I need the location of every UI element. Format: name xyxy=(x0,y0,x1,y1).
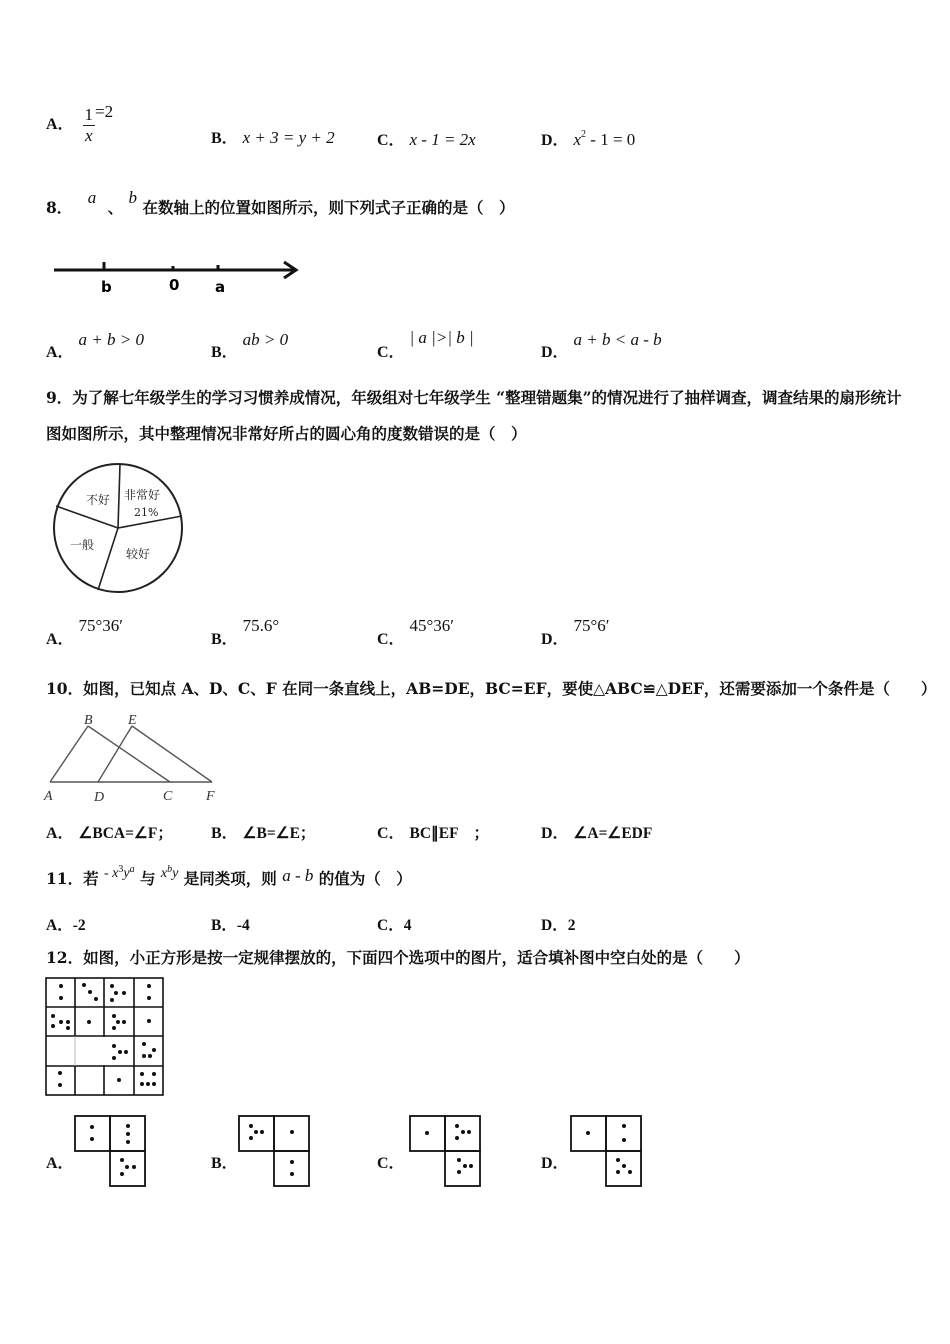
option-label: A． xyxy=(46,116,74,133)
option-label: D． xyxy=(541,344,569,361)
term-one-y: y xyxy=(123,866,130,881)
q12-option-a[interactable] xyxy=(46,1150,74,1173)
q11-option-d[interactable]: D．2 xyxy=(541,917,576,934)
q12-option-a-figure[interactable] xyxy=(74,1114,148,1188)
option-base: x xyxy=(573,130,582,149)
label-b: b xyxy=(101,278,112,296)
q12-option-b-figure[interactable] xyxy=(238,1114,312,1188)
option-expression: a + b < a - b xyxy=(573,330,662,349)
expression: a - b xyxy=(282,866,314,885)
option-expression: 75°36′ xyxy=(78,616,124,635)
option-expression: | a |>| b | xyxy=(409,328,474,347)
blank-cell xyxy=(76,1067,103,1094)
q9-option-b[interactable] xyxy=(211,616,279,649)
sector-label: 较好 xyxy=(126,547,151,561)
q12-option-c-figure[interactable] xyxy=(409,1114,483,1188)
option-label: B． xyxy=(211,825,238,842)
question-10: 10．如图，已知点 A、D、C、F 在同一条直线上，AB=DE，BC=EF，要使△ABC≌△DEF，还需要添加一个条件是（ ） xyxy=(46,679,937,698)
option-label: B． xyxy=(211,130,238,147)
q10-option-d[interactable] xyxy=(541,820,652,843)
question-11 xyxy=(46,864,412,889)
variable-a: a xyxy=(87,188,97,207)
label-zero: 0 xyxy=(169,276,180,294)
segment-DE xyxy=(98,726,132,782)
option-label: D． xyxy=(541,1155,569,1172)
question-prefix: 11．若 xyxy=(46,869,99,888)
q7-option-a[interactable] xyxy=(46,102,113,146)
option-label: A． xyxy=(46,1155,74,1172)
pie-divider xyxy=(118,464,120,528)
question-middle: 是同类项，则 xyxy=(183,869,277,888)
q7-option-d[interactable] xyxy=(541,127,635,150)
connector: 与 xyxy=(140,869,156,888)
point-D: D xyxy=(94,790,105,805)
point-C: C xyxy=(163,789,173,804)
option-label: B． xyxy=(211,631,238,648)
question-8 xyxy=(46,188,514,218)
option-label: B． xyxy=(211,1155,238,1172)
question-9: 9．为了解七年级学生的学习习惯养成情况，年级组对七年级学生 “整理错题集”的情况进行了抽样调查，调查结果的扇形统计图如图所示，其中整理情况非常好所占的圆心角的度数错误的是（ ） xyxy=(46,388,902,443)
pie-divider xyxy=(98,528,118,590)
q12-option-b[interactable] xyxy=(211,1150,238,1173)
segment-BC xyxy=(88,726,170,782)
sector-percent: 21% xyxy=(134,506,159,519)
exponent: b xyxy=(167,864,173,875)
option-label: A． xyxy=(46,344,74,361)
q7-option-c[interactable] xyxy=(377,127,476,150)
option-expression: a + b > 0 xyxy=(78,330,144,349)
option-expression: x - 1 = 2x xyxy=(409,130,476,149)
q11-option-a[interactable]: A．-2 xyxy=(46,917,86,934)
q8-option-a[interactable] xyxy=(46,330,144,362)
q7-option-b[interactable] xyxy=(211,125,335,148)
label-a: a xyxy=(215,278,226,296)
option-label: A． xyxy=(46,631,74,648)
fraction-denominator: x xyxy=(84,125,93,145)
pie-chart-figure xyxy=(52,462,188,596)
question-12: 12．如图，小正方形是按一定规律摆放的，下面四个选项中的图片，适合填补图中空白处的是（ ） xyxy=(46,948,750,967)
option-expression: 75°6′ xyxy=(573,616,610,635)
triangles-figure xyxy=(42,708,224,806)
q12-option-d-figure[interactable] xyxy=(570,1114,644,1188)
term-two: x xyxy=(160,866,168,881)
dot-grid-figure xyxy=(44,976,166,1098)
option-label: B． xyxy=(211,344,238,361)
option-expression: 45°36′ xyxy=(409,616,455,635)
exponent: a xyxy=(129,864,135,875)
sector-label: 非常好 xyxy=(124,488,161,502)
option-text: ∠BCA=∠F； xyxy=(78,825,173,842)
q9-option-d[interactable] xyxy=(541,616,610,649)
option-label: D． xyxy=(541,825,569,842)
option-expression: ab > 0 xyxy=(242,330,289,349)
q11-option-c[interactable]: C．4 xyxy=(377,917,412,934)
sector-label: 不好 xyxy=(86,493,111,507)
q12-option-c[interactable] xyxy=(377,1150,405,1173)
point-B: B xyxy=(84,713,93,728)
point-F: F xyxy=(206,789,215,804)
term-one: - x xyxy=(103,866,119,881)
question-suffix: 的值为（ ） xyxy=(318,869,412,888)
option-text: BC∥EF ； xyxy=(409,825,490,842)
option-label: D． xyxy=(541,631,569,648)
sector-label: 一般 xyxy=(70,538,95,552)
q12-option-d[interactable] xyxy=(541,1150,569,1173)
exponent: 2 xyxy=(581,129,587,140)
equation-rest: =2 xyxy=(95,102,114,121)
point-E: E xyxy=(128,713,137,728)
question-text: 在数轴上的位置如图所示，则下列式子正确的是（ ） xyxy=(142,198,515,217)
q10-option-a[interactable] xyxy=(46,820,173,843)
q8-option-d[interactable] xyxy=(541,330,662,362)
pie-divider xyxy=(56,506,118,528)
segment-AB xyxy=(50,726,88,782)
q11-option-b[interactable]: B．-4 xyxy=(211,917,250,934)
option-text: ∠B=∠E； xyxy=(242,825,316,842)
q9-option-a[interactable] xyxy=(46,616,123,649)
q8-option-b[interactable] xyxy=(211,330,288,362)
exponent: 3 xyxy=(118,864,124,875)
option-label: C． xyxy=(377,344,405,361)
q8-option-c[interactable] xyxy=(377,328,474,362)
option-label: D． xyxy=(541,132,569,149)
option-text: ∠A=∠EDF xyxy=(573,825,653,842)
option-expression: 75.6° xyxy=(242,616,280,635)
fraction-numerator: 1 xyxy=(84,104,93,124)
q10-option-b[interactable] xyxy=(211,820,315,843)
variable-b: b xyxy=(128,188,138,207)
q9-option-c[interactable] xyxy=(377,616,454,649)
term-two-y: y xyxy=(172,866,179,881)
fraction xyxy=(83,105,96,146)
option-label: C． xyxy=(377,825,405,842)
option-label: C． xyxy=(377,1155,405,1172)
option-label: C． xyxy=(377,132,405,149)
number-line-figure xyxy=(50,256,310,300)
point-A: A xyxy=(44,789,53,804)
question-number: 8． xyxy=(46,198,73,217)
option-label: A． xyxy=(46,825,74,842)
option-label: C． xyxy=(377,631,405,648)
grid-lines xyxy=(46,978,163,1095)
separator: 、 xyxy=(107,198,124,217)
segment-EF xyxy=(132,726,212,782)
option-expression: x + 3 = y + 2 xyxy=(242,128,335,147)
q10-option-c[interactable] xyxy=(377,820,489,843)
option-expression: - 1 = 0 xyxy=(586,130,636,149)
